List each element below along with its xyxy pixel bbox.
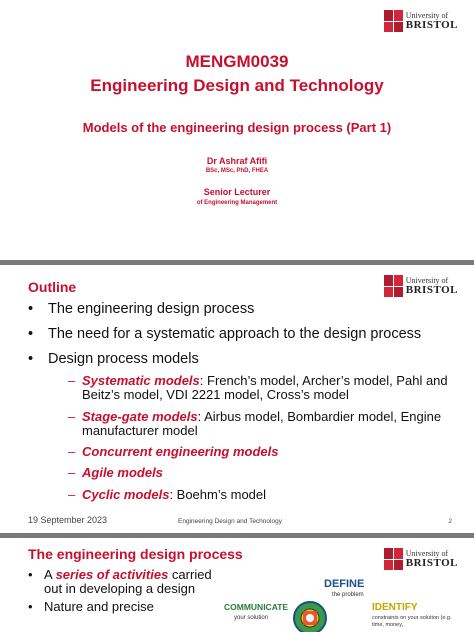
dash-icon: – [68,444,76,460]
model-examples: : Airbus model, Bombardier model, Engine manufacturer model [82,408,442,438]
logo-small-text: University of [405,10,449,20]
lecture-title: Models of the engineering design process (Part 1) [82,120,392,135]
crest-icon [384,275,403,297]
footer-course: Engineering Design and Technology [178,518,282,525]
author-department: of Engineering Management [196,200,278,206]
model-name: Systematic models [82,373,200,388]
bullet-text: Nature and precise [44,599,154,615]
university-logo [384,546,458,572]
gear-icon [290,598,330,632]
list-item [68,445,456,459]
outline-slide [0,265,474,533]
course-code: MENGM0039 [185,52,289,71]
design-process-illustration [222,574,462,632]
define-sublabel: the problem [332,592,364,598]
list-item [28,600,218,614]
bullet-text: The engineering design process [48,301,255,317]
author-degrees: BSc, MSc, PhD, FHEA [205,168,269,174]
dash-icon: – [68,465,76,481]
dash-icon: – [68,408,76,424]
process-list [28,568,218,619]
crest-icon [384,10,403,32]
bullet-text: The need for a systematic approach to the design process [48,326,422,342]
page-number: 2 [448,518,452,525]
bullet-icon: • [28,567,33,582]
footer-date: 19 September 2023 [28,515,108,525]
course-title: Engineering Design and Technology [90,76,384,95]
outline-heading: Outline [28,279,77,295]
bullet-accent: series of activities [55,567,169,582]
process-slide [0,538,474,632]
communicate-sublabel: your solution [234,615,269,621]
identify-label: IDENTIFY [372,602,418,613]
bullet-rest: carried out in developing a design [44,567,212,596]
list-item [68,410,456,439]
author-name: Dr Ashraf Afifi [206,156,268,166]
dash-icon: – [68,373,76,388]
define-label: DEFINE [324,578,365,590]
process-heading: The engineering design process [28,546,243,562]
list-item [68,374,456,403]
bullet-icon: • [28,326,34,342]
university-logo [384,273,458,299]
university-logo [384,8,458,34]
communicate-label: COMMUNICATE [224,602,289,612]
logo-big-text: BRISTOL [405,18,458,31]
list-item [68,488,456,502]
logo-small-text: University of [405,275,449,285]
author-role: Senior Lecturer [203,187,271,197]
list-item [28,301,456,317]
logo-big-text: BRISTOL [405,283,458,296]
list-item [28,326,456,342]
model-name: Stage-gate models [82,408,198,424]
logo-big-text: BRISTOL [405,556,458,569]
list-item [28,351,456,367]
model-examples: : Boehm’s model [169,486,267,502]
identify-sublabel: constraints on your solution (e.g. time, money, [372,615,452,628]
crest-icon [384,548,403,570]
model-name: Agile models [82,465,163,481]
outline-list [28,301,456,509]
title-slide [0,0,474,260]
model-name: Concurrent engineering models [82,444,279,460]
dash-icon: – [68,486,76,502]
logo-small-text: University of [405,548,449,558]
bullet-text: Design process models [48,351,199,367]
model-name: Cyclic models [82,486,170,502]
bullet-icon: • [28,301,34,317]
list-item [68,466,456,480]
bullet-icon: • [28,351,34,367]
model-sublist [68,374,456,502]
bullet-icon: • [28,599,33,615]
list-item [28,568,218,595]
bullet-prefix: A [44,567,56,582]
model-examples: : French’s model, Archer’s model, Pahl and Beitz’s model, VDI 2221 model, Cross’s model [82,373,448,403]
